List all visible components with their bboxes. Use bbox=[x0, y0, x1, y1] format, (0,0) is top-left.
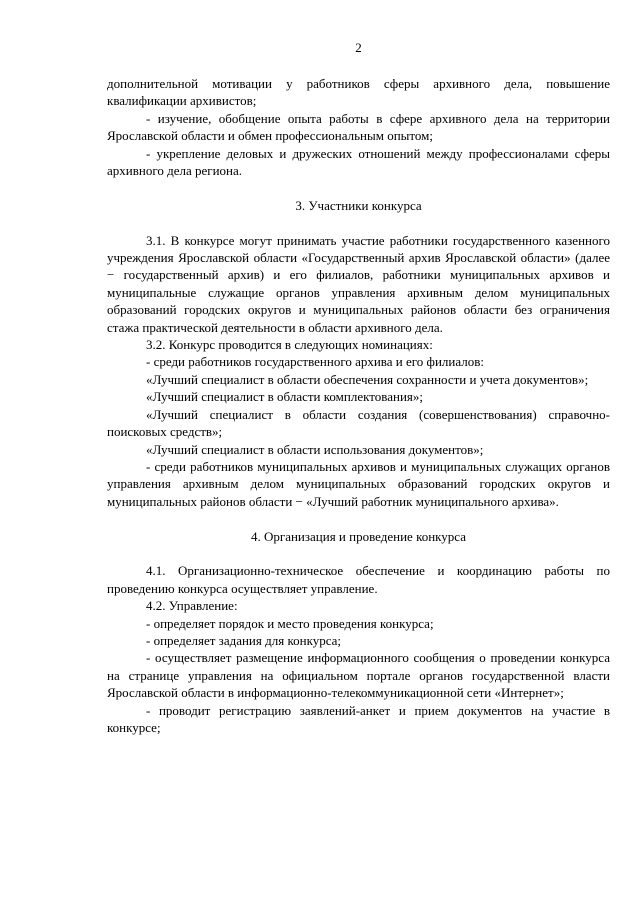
paragraph: 3.1. В конкурсе могут принимать участие работники государственного казенного учреждения Ярославской области «Государственный архив Ярославской области» (далее − государственный архив) и его филиалов, работники муниципальных архивов и муниципальные служащие органов управления архивным делом муниципальных образований городских округов и муниципальных районов области без ограничения стажа практической деятельности в области архивного дела. bbox=[107, 232, 610, 335]
paragraph: - проводит регистрацию заявлений-анкет и прием документов на участие в конкурсе; bbox=[107, 702, 610, 735]
paragraph: - определяет порядок и место проведения конкурса; bbox=[146, 615, 434, 631]
paragraph: дополнительной мотивации у работников сферы архивного дела, повышение квалификации архивистов; bbox=[107, 76, 610, 109]
paragraph: «Лучший специалист в области обеспечения сохранности и учета документов»; bbox=[146, 371, 589, 387]
paragraph: «Лучший специалист в области использования документов»; bbox=[146, 441, 484, 457]
paragraph: - укрепление деловых и дружеских отношений между профессионалами сферы архивного дела региона. bbox=[107, 145, 610, 179]
paragraph-spacer bbox=[107, 179, 610, 196]
paragraph-spacer bbox=[107, 510, 610, 527]
paragraph: 3.2. Конкурс проводится в следующих номинациях: bbox=[146, 337, 433, 353]
paragraph: «Лучший специалист в области комплектования»; bbox=[146, 389, 423, 405]
paragraph: 4.1. Организационно-техническое обеспечение и координацию работы по проведению конкурса осуществляет управление. bbox=[107, 563, 610, 596]
section-heading: 4. Организация и проведение конкурса bbox=[250, 528, 467, 544]
paragraph: - среди работников государственного архива и его филиалов: bbox=[146, 354, 484, 370]
paragraph: 4.2. Управление: bbox=[146, 598, 238, 614]
document-body bbox=[107, 75, 610, 736]
paragraph-spacer bbox=[107, 214, 610, 231]
paragraph: - изучение, обобщение опыта работы в сфере архивного дела на территории Ярославской области и обмен профессиональным опытом; bbox=[107, 110, 610, 144]
page-number: 2 bbox=[355, 40, 362, 55]
paragraph: - осуществляет размещение информационного сообщения о проведении конкурса на странице управления на официальном портале органов государственной власти Ярославской области в информационно-телекоммуникационной сети «Интернет»; bbox=[107, 650, 610, 701]
paragraph: - среди работников муниципальных архивов и муниципальных служащих органов управления архивным делом муниципальных образований городских округов и муниципальных районов области − «Лучший работник муниципального архива». bbox=[107, 458, 610, 509]
paragraph: - определяет задания для конкурса; bbox=[146, 632, 342, 648]
paragraph: «Лучший специалист в области создания (совершенствования) справочно-поисковых средств»; bbox=[107, 406, 610, 440]
paragraph-spacer bbox=[107, 545, 610, 562]
section-heading: 3. Участники конкурса bbox=[295, 197, 422, 213]
